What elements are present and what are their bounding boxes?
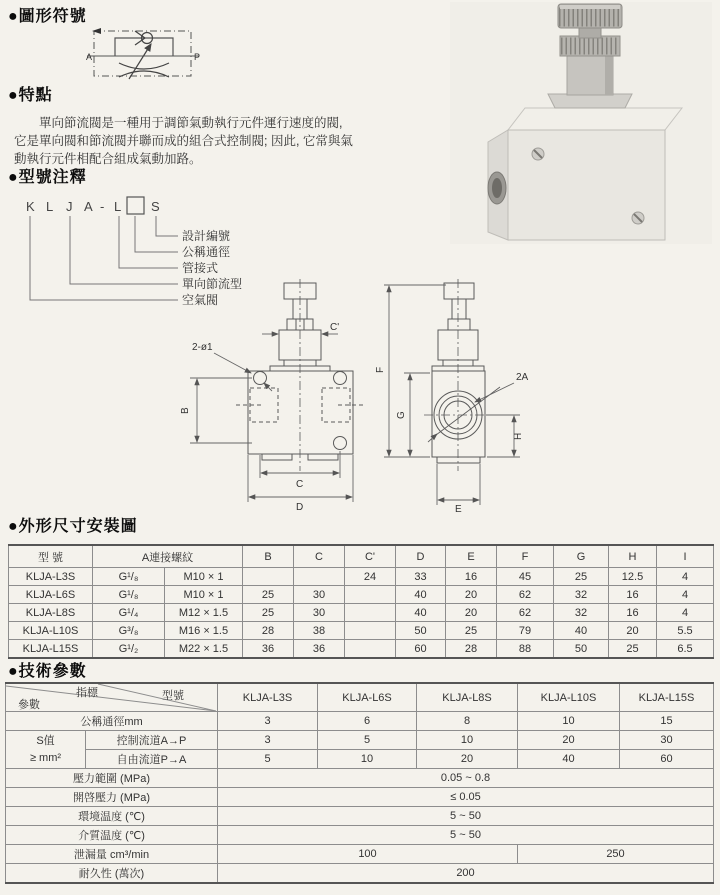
front-dim-d-label: D xyxy=(296,502,304,513)
tech-model-col: KLJA-L6S xyxy=(318,683,417,712)
side-dim-e-label: E xyxy=(455,504,462,515)
code-size-box xyxy=(127,197,144,214)
opening-pressure-label: 開啓壓力 (MPa) xyxy=(6,788,218,807)
code-letter-s: S xyxy=(151,199,160,214)
dim-thread-g: G¹/₄ xyxy=(93,604,165,622)
table-row: 自由流道P→A 5 10 20 40 60 xyxy=(6,750,714,769)
dim-thread-m: M16 × 1.5 xyxy=(165,622,243,640)
dim-col-f: F xyxy=(497,545,554,568)
s-value-cell: S值 ≥ mm² xyxy=(6,731,86,769)
code-letter-j: J xyxy=(66,199,73,214)
side-view-drawing xyxy=(424,279,500,471)
table-row: KLJA-L6S G¹/₈ M10 × 1 25 30 40 20 62 32 16 4 xyxy=(9,586,714,604)
dim-col-g: G xyxy=(554,545,609,568)
front-view-drawing xyxy=(236,279,364,471)
dim-col-b: B xyxy=(243,545,294,568)
dim-col-c2: C' xyxy=(345,545,396,568)
table-row xyxy=(6,807,714,826)
table-row xyxy=(6,769,714,788)
dim-header-row xyxy=(9,545,714,568)
table-row: KLJA-L8S G¹/₄ M12 × 1.5 25 30 40 20 62 32 16 4 xyxy=(9,604,714,622)
tech-model-col: KLJA-L15S xyxy=(620,683,714,712)
table-row: S值 ≥ mm² 控制流道A→P 3 5 10 20 30 xyxy=(6,731,714,750)
media-temp-value: 5 ~ 50 xyxy=(218,826,714,845)
side-dim-g-label: G xyxy=(396,411,407,419)
dim-col-model: 型 號 xyxy=(9,545,93,568)
dim-thread-m: M12 × 1.5 xyxy=(165,604,243,622)
table-row: KLJA-L15S G¹/₂ M22 × 1.5 36 36 60 28 88 50 25 6.5 xyxy=(9,640,714,659)
tech-model-col: KLJA-L10S xyxy=(518,683,620,712)
dim-thread-g: G¹/₈ xyxy=(93,586,165,604)
code-label-bore: 公稱通徑 xyxy=(182,245,231,259)
front-dim-c-top-label: C' xyxy=(330,322,340,333)
tech-params-table xyxy=(5,682,714,884)
tech-model-col: KLJA-L8S xyxy=(417,683,518,712)
section-heading-model-code: ●型號注釋 xyxy=(8,169,87,186)
dim-thread-g: G¹/₂ xyxy=(93,640,165,659)
ambient-temp-value: 5 ~ 50 xyxy=(218,807,714,826)
section-heading-tech-params: ●技術參數 xyxy=(8,663,87,680)
pilot-arrow-icon xyxy=(92,28,101,34)
dim-model: KLJA-L8S xyxy=(9,604,93,622)
tech-model-col: KLJA-L3S xyxy=(218,683,318,712)
dim-col-d: D xyxy=(396,545,446,568)
table-row xyxy=(6,826,714,845)
dim-thread-m: M10 × 1 xyxy=(165,586,243,604)
hex-mount-nut xyxy=(548,94,632,108)
front-dim-c-label: C xyxy=(296,479,304,490)
table-row: KLJA-L10S G³/₈ M16 × 1.5 28 38 50 25 79 40 20 5.5 xyxy=(9,622,714,640)
valve-body-top-face xyxy=(508,108,682,130)
leakage-label: 泄漏量 cm³/min xyxy=(6,845,218,864)
table-row xyxy=(6,845,714,864)
dim-col-e: E xyxy=(446,545,497,568)
code-letter-l1: L xyxy=(46,199,54,214)
table-row: KLJA-L3S G¹/₈ M10 × 1 24 33 16 45 25 12.5 4 xyxy=(9,568,714,586)
corner-param-label: 參數 xyxy=(18,699,40,711)
side-port-note: 2A xyxy=(516,372,529,383)
table-row: 公稱通徑mm 3 6 8 10 15 xyxy=(6,712,714,731)
table-row xyxy=(6,788,714,807)
side-dim-f-label: F xyxy=(375,366,386,373)
dim-col-i: I xyxy=(657,545,714,568)
corner-model-label: 型號 xyxy=(162,690,184,702)
dim-model: KLJA-L15S xyxy=(9,640,93,659)
dim-col-c: C xyxy=(294,545,345,568)
product-photo xyxy=(450,2,712,244)
dim-col-thread: A連接螺紋 xyxy=(93,545,243,568)
code-letter-k: K xyxy=(26,199,35,214)
code-letter-l2: L xyxy=(114,199,122,214)
front-view-dimensions xyxy=(190,334,353,502)
code-label-pipe-type: 管接式 xyxy=(182,261,219,275)
durability-label: 耐久性 (萬次) xyxy=(6,864,218,884)
front-dim-b-label: B xyxy=(180,407,191,414)
dim-thread-g: G³/₈ xyxy=(93,622,165,640)
tech-header-row xyxy=(6,683,714,712)
dim-model: KLJA-L3S xyxy=(9,568,93,586)
adjustable-arrow-icon xyxy=(129,44,151,79)
bore-label: 公稱通徑mm xyxy=(6,712,218,731)
dim-model: KLJA-L6S xyxy=(9,586,93,604)
section-heading-features: ●特點 xyxy=(8,87,53,104)
features-paragraph: 單向節流閥是一種用于調節氣動執行元件運行速度的閥, 它是單向閥和節流閥并聯而成的組合式控制閥; 因此, 它常與氣動執行元件相配合組成氣動加路。 xyxy=(14,115,353,166)
dimension-drawings xyxy=(0,275,720,515)
code-dash: - xyxy=(100,199,105,214)
durability-value: 200 xyxy=(218,864,714,884)
control-flow-label: 控制流道A→P xyxy=(86,731,218,750)
dim-model: KLJA-L10S xyxy=(9,622,93,640)
leakage-low-value: 100 xyxy=(218,845,518,864)
pressure-range-value: 0.05 ~ 0.8 xyxy=(218,769,714,788)
free-flow-label: 自由流道P→A xyxy=(86,750,218,769)
code-label-design-no: 設計編號 xyxy=(182,229,231,243)
section-heading-symbol: ●圖形符號 xyxy=(8,8,87,25)
pneumatic-symbol-diagram xyxy=(85,24,203,84)
tech-corner-cell xyxy=(6,683,218,712)
section-heading-dimensions: ●外形尺寸安裝圖 xyxy=(8,518,138,535)
dim-thread-m: M10 × 1 xyxy=(165,568,243,586)
dimension-table xyxy=(8,544,714,659)
symbol-port-p-label: P xyxy=(194,52,201,62)
pressure-range-label: 壓力範圍 (MPa) xyxy=(6,769,218,788)
throttle-arc-top xyxy=(119,63,169,69)
corner-index-label: 指標 xyxy=(76,687,98,699)
dim-thread-m: M22 × 1.5 xyxy=(165,640,243,659)
code-letter-a: A xyxy=(84,199,93,214)
dim-thread-g: G¹/₈ xyxy=(93,568,165,586)
leakage-high-value: 250 xyxy=(518,845,714,864)
front-hole-note: 2-ø1 xyxy=(192,342,213,353)
opening-pressure-value: ≤ 0.05 xyxy=(218,788,714,807)
table-row xyxy=(6,864,714,884)
ambient-temp-label: 環境温度 (℃) xyxy=(6,807,218,826)
side-dim-h-label: H xyxy=(513,432,524,440)
media-temp-label: 介質温度 (℃) xyxy=(6,826,218,845)
symbol-port-a-label: A xyxy=(86,52,93,62)
dim-col-h: H xyxy=(609,545,657,568)
code-label-air-valve: 空氣閥 xyxy=(182,293,219,307)
code-label-throttle-type: 單向節流型 xyxy=(182,277,243,291)
